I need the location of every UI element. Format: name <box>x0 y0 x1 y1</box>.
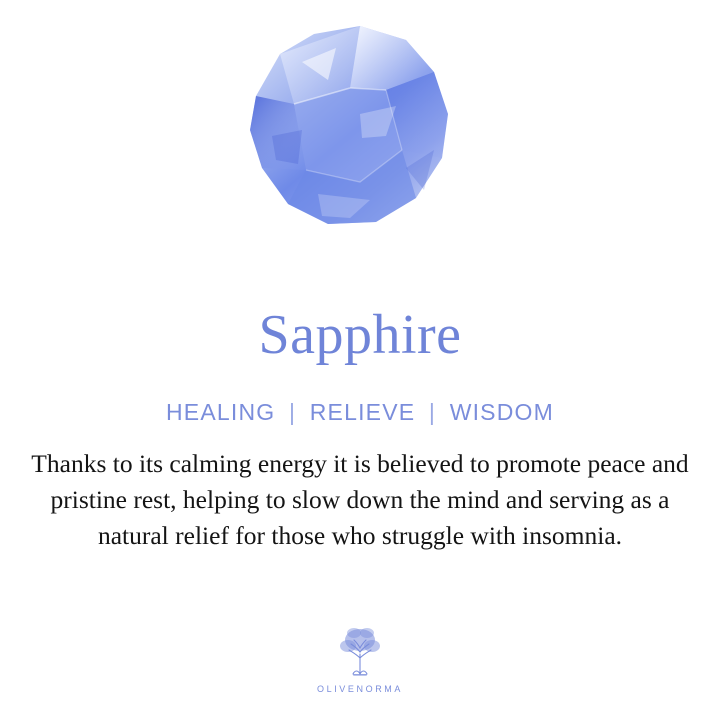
product-description: Thanks to its calming energy it is believed to promote peace and pristine rest, helping to slow down the mind and serving as a natural relief for those who struggle with insomnia. <box>31 449 689 551</box>
gemstone-image <box>0 0 720 285</box>
keyword-relieve: RELIEVE <box>309 399 416 425</box>
brand-logo <box>0 624 720 694</box>
keyword-list <box>166 399 554 426</box>
tree-of-life-icon <box>329 624 391 682</box>
brand-name: OLIVENORMA <box>316 684 403 694</box>
keyword-separator-2: | <box>428 399 437 425</box>
keyword-separator-1: | <box>288 399 297 425</box>
sapphire-crystal-illustration <box>210 18 510 268</box>
page-title: Sapphire <box>258 304 462 366</box>
keyword-wisdom: WISDOM <box>449 399 554 425</box>
keyword-healing: HEALING <box>166 399 276 425</box>
gem-shadow-1 <box>272 130 302 164</box>
